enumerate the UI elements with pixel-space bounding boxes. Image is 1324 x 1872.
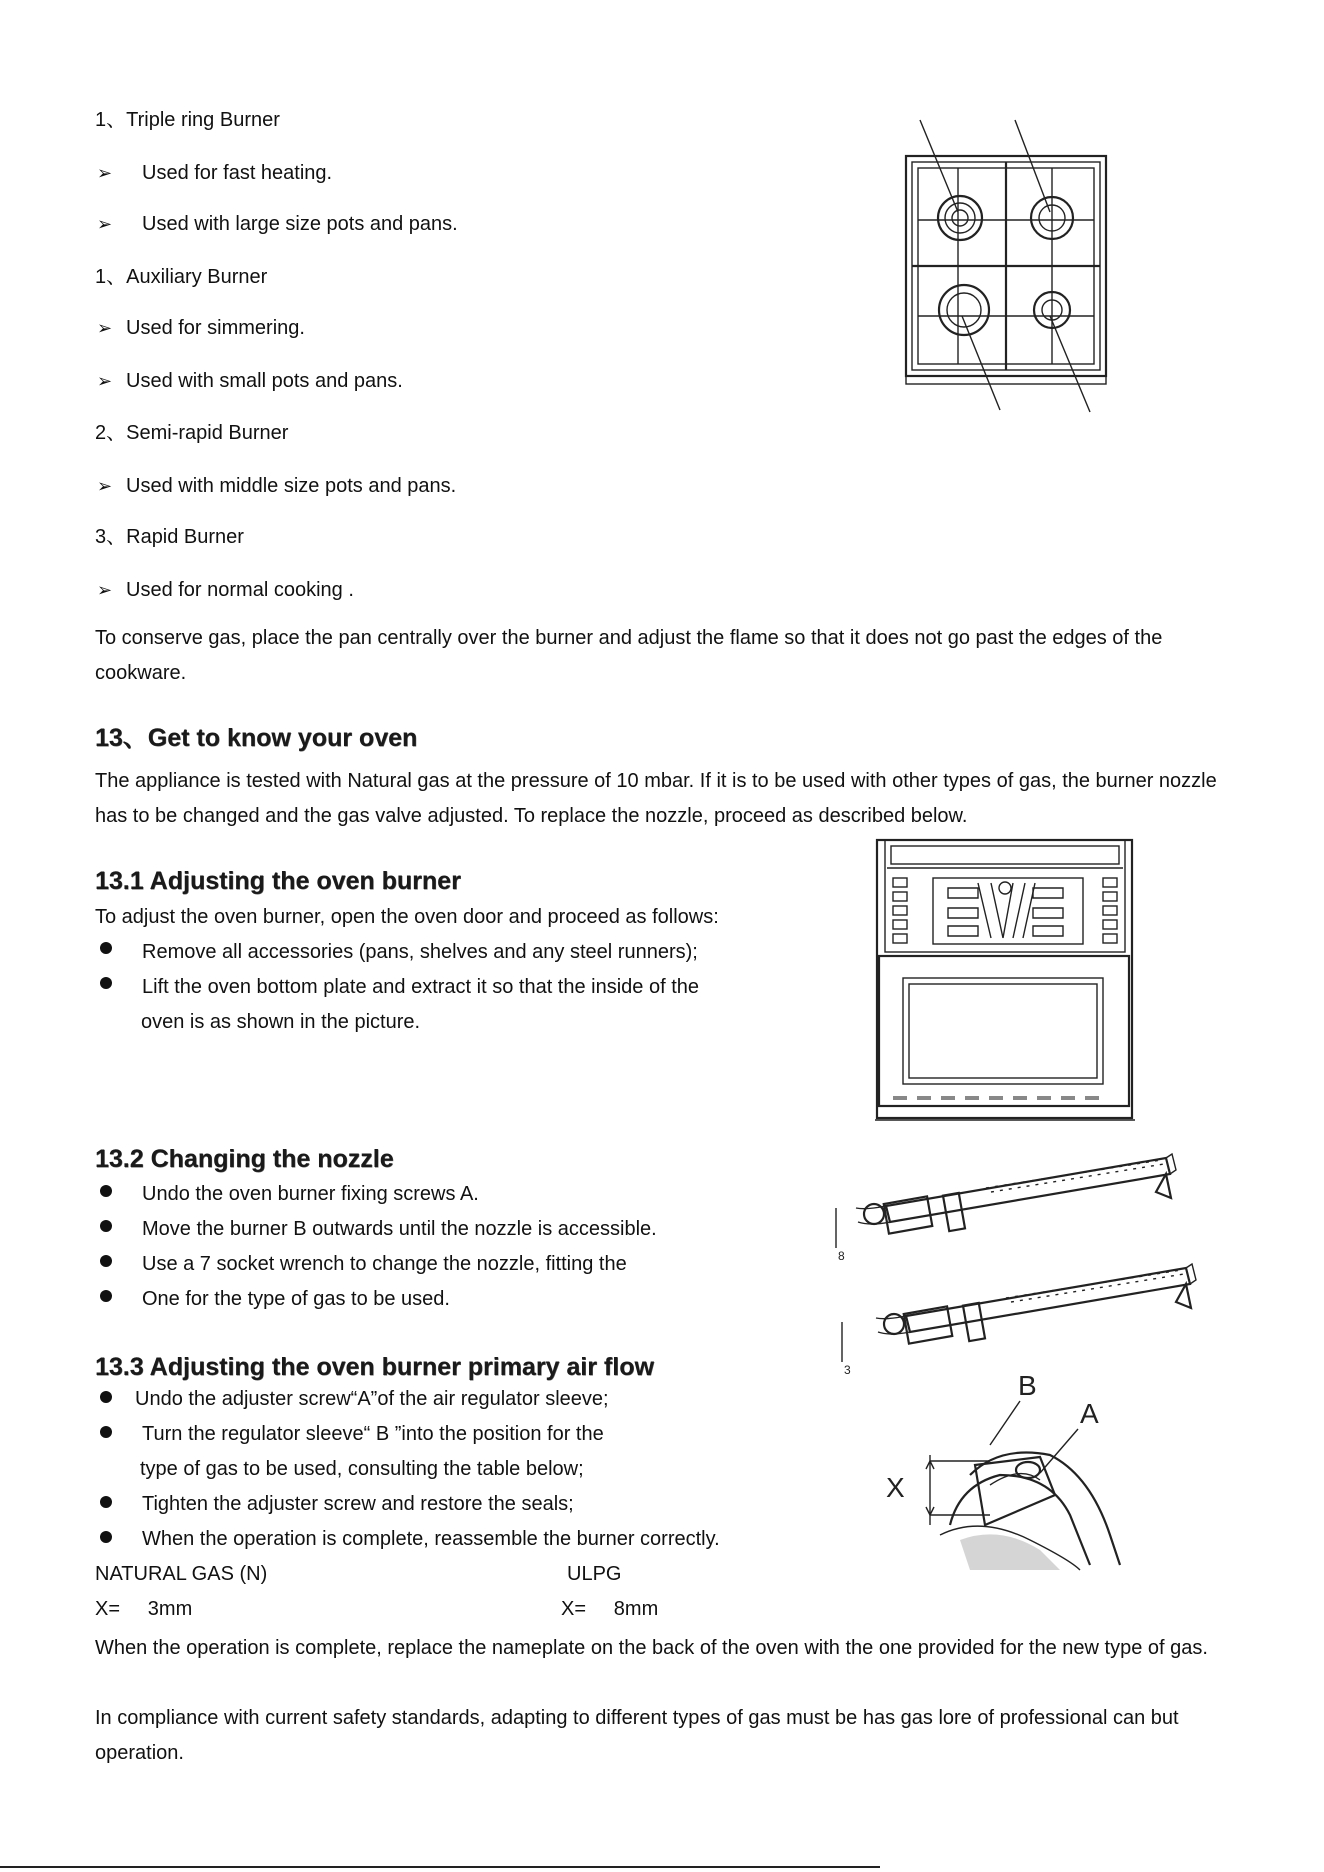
arrow-bullet-icon: ➢	[97, 371, 113, 391]
oven-interior-diagram	[873, 838, 1138, 1123]
list-item: Move the burner B outwards until the nozzle is accessible.	[142, 1218, 657, 1240]
conserve-gas-paragraph: To conserve gas, place the pan centrally over the burner and adjust the flame so that it does not go past the edges of the cookware.	[95, 627, 1163, 684]
semi-rapid-burner-title: 2、Semi-rapid Burner	[95, 422, 289, 444]
arrow-bullet-icon: ➢	[97, 163, 113, 183]
list-item: Used for simmering.	[126, 317, 305, 339]
bullet-icon	[100, 1220, 112, 1232]
ulpg-value: X= 8mm	[561, 1598, 659, 1620]
natural-gas-value: X= 3mm	[95, 1598, 193, 1620]
footer-divider	[0, 1866, 880, 1868]
diagram-label-b: B	[1018, 1370, 1037, 1401]
section-13-1-intro: To adjust the oven burner, open the oven door and proceed as follows:	[95, 906, 719, 928]
air-regulator-sleeve-diagram	[880, 1365, 1160, 1575]
auxiliary-burner-title: 1、Auxiliary Burner	[95, 266, 268, 288]
section-13-3-heading: 13.3 Adjusting the oven burner primary air flow	[95, 1353, 654, 1381]
bullet-icon	[100, 1496, 112, 1508]
bullet-icon	[100, 1255, 112, 1267]
svg-text:8: 8	[838, 1249, 845, 1263]
list-item: Undo the adjuster screw“A”of the air regulator sleeve;	[135, 1388, 609, 1410]
hob-top-view-diagram	[900, 120, 1140, 420]
list-item: Use a 7 socket wrench to change the nozzle, fitting the	[142, 1253, 627, 1275]
section-13-body: The appliance is tested with Natural gas at the pressure of 10 mbar. If it is to be used with other types of gas, the burner nozzle has to be changed and the gas valve adjusted. To replace the nozzle, proceed as described below.	[95, 770, 1217, 827]
list-item: Remove all accessories (pans, shelves and any steel runners);	[142, 941, 698, 963]
list-item: Undo the oven burner fixing screws A.	[142, 1183, 479, 1205]
list-item: Tighten the adjuster screw and restore the seals;	[142, 1493, 574, 1515]
list-item: One for the type of gas to be used.	[142, 1288, 450, 1310]
bullet-icon	[100, 1391, 112, 1403]
list-item: Turn the regulator sleeve“ B ”into the position for the	[142, 1423, 604, 1445]
section-13-heading: 13、Get to know your oven	[95, 724, 418, 752]
triple-ring-burner-title: 1、Triple ring Burner	[95, 109, 280, 131]
arrow-bullet-icon: ➢	[97, 580, 113, 600]
list-item: Lift the oven bottom plate and extract it so that the inside of the	[142, 976, 700, 998]
svg-text:3: 3	[844, 1363, 851, 1377]
section-13-2-heading: 13.2 Changing the nozzle	[95, 1145, 394, 1173]
list-item: Used with middle size pots and pans.	[126, 475, 457, 497]
oven-burner-tube-diagram	[826, 1148, 1186, 1377]
ulpg-label: ULPG	[567, 1563, 622, 1585]
list-item: Used for normal cooking .	[126, 579, 354, 601]
bullet-icon	[100, 942, 112, 954]
section-13-1-heading: 13.1 Adjusting the oven burner	[95, 867, 461, 895]
bullet-icon	[100, 1290, 112, 1302]
list-item: Used for fast heating.	[142, 162, 333, 184]
list-item: Used with small pots and pans.	[126, 370, 403, 392]
list-item-continuation: type of gas to be used, consulting the table below;	[140, 1458, 584, 1480]
bullet-icon	[100, 1531, 112, 1543]
diagram-label-x: X	[886, 1472, 905, 1503]
arrow-bullet-icon: ➢	[97, 476, 113, 496]
list-item: Used with large size pots and pans.	[142, 213, 458, 235]
bullet-icon	[100, 1185, 112, 1197]
rapid-burner-title: 3、Rapid Burner	[95, 526, 244, 548]
nameplate-paragraph: When the operation is complete, replace the nameplate on the back of the oven with the one provided for the new type of gas.	[95, 1637, 1208, 1659]
arrow-bullet-icon: ➢	[97, 214, 113, 234]
diagram-label-a: A	[1080, 1398, 1099, 1429]
compliance-paragraph: In compliance with current safety standards, adapting to different types of gas must be has gas lore of professional can but operation.	[95, 1707, 1179, 1764]
natural-gas-label: NATURAL GAS (N)	[95, 1563, 268, 1585]
bullet-icon	[100, 1426, 112, 1438]
list-item-continuation: oven is as shown in the picture.	[141, 1011, 421, 1033]
bullet-icon	[100, 977, 112, 989]
arrow-bullet-icon: ➢	[97, 318, 113, 338]
list-item: When the operation is complete, reassemble the burner correctly.	[142, 1528, 720, 1550]
